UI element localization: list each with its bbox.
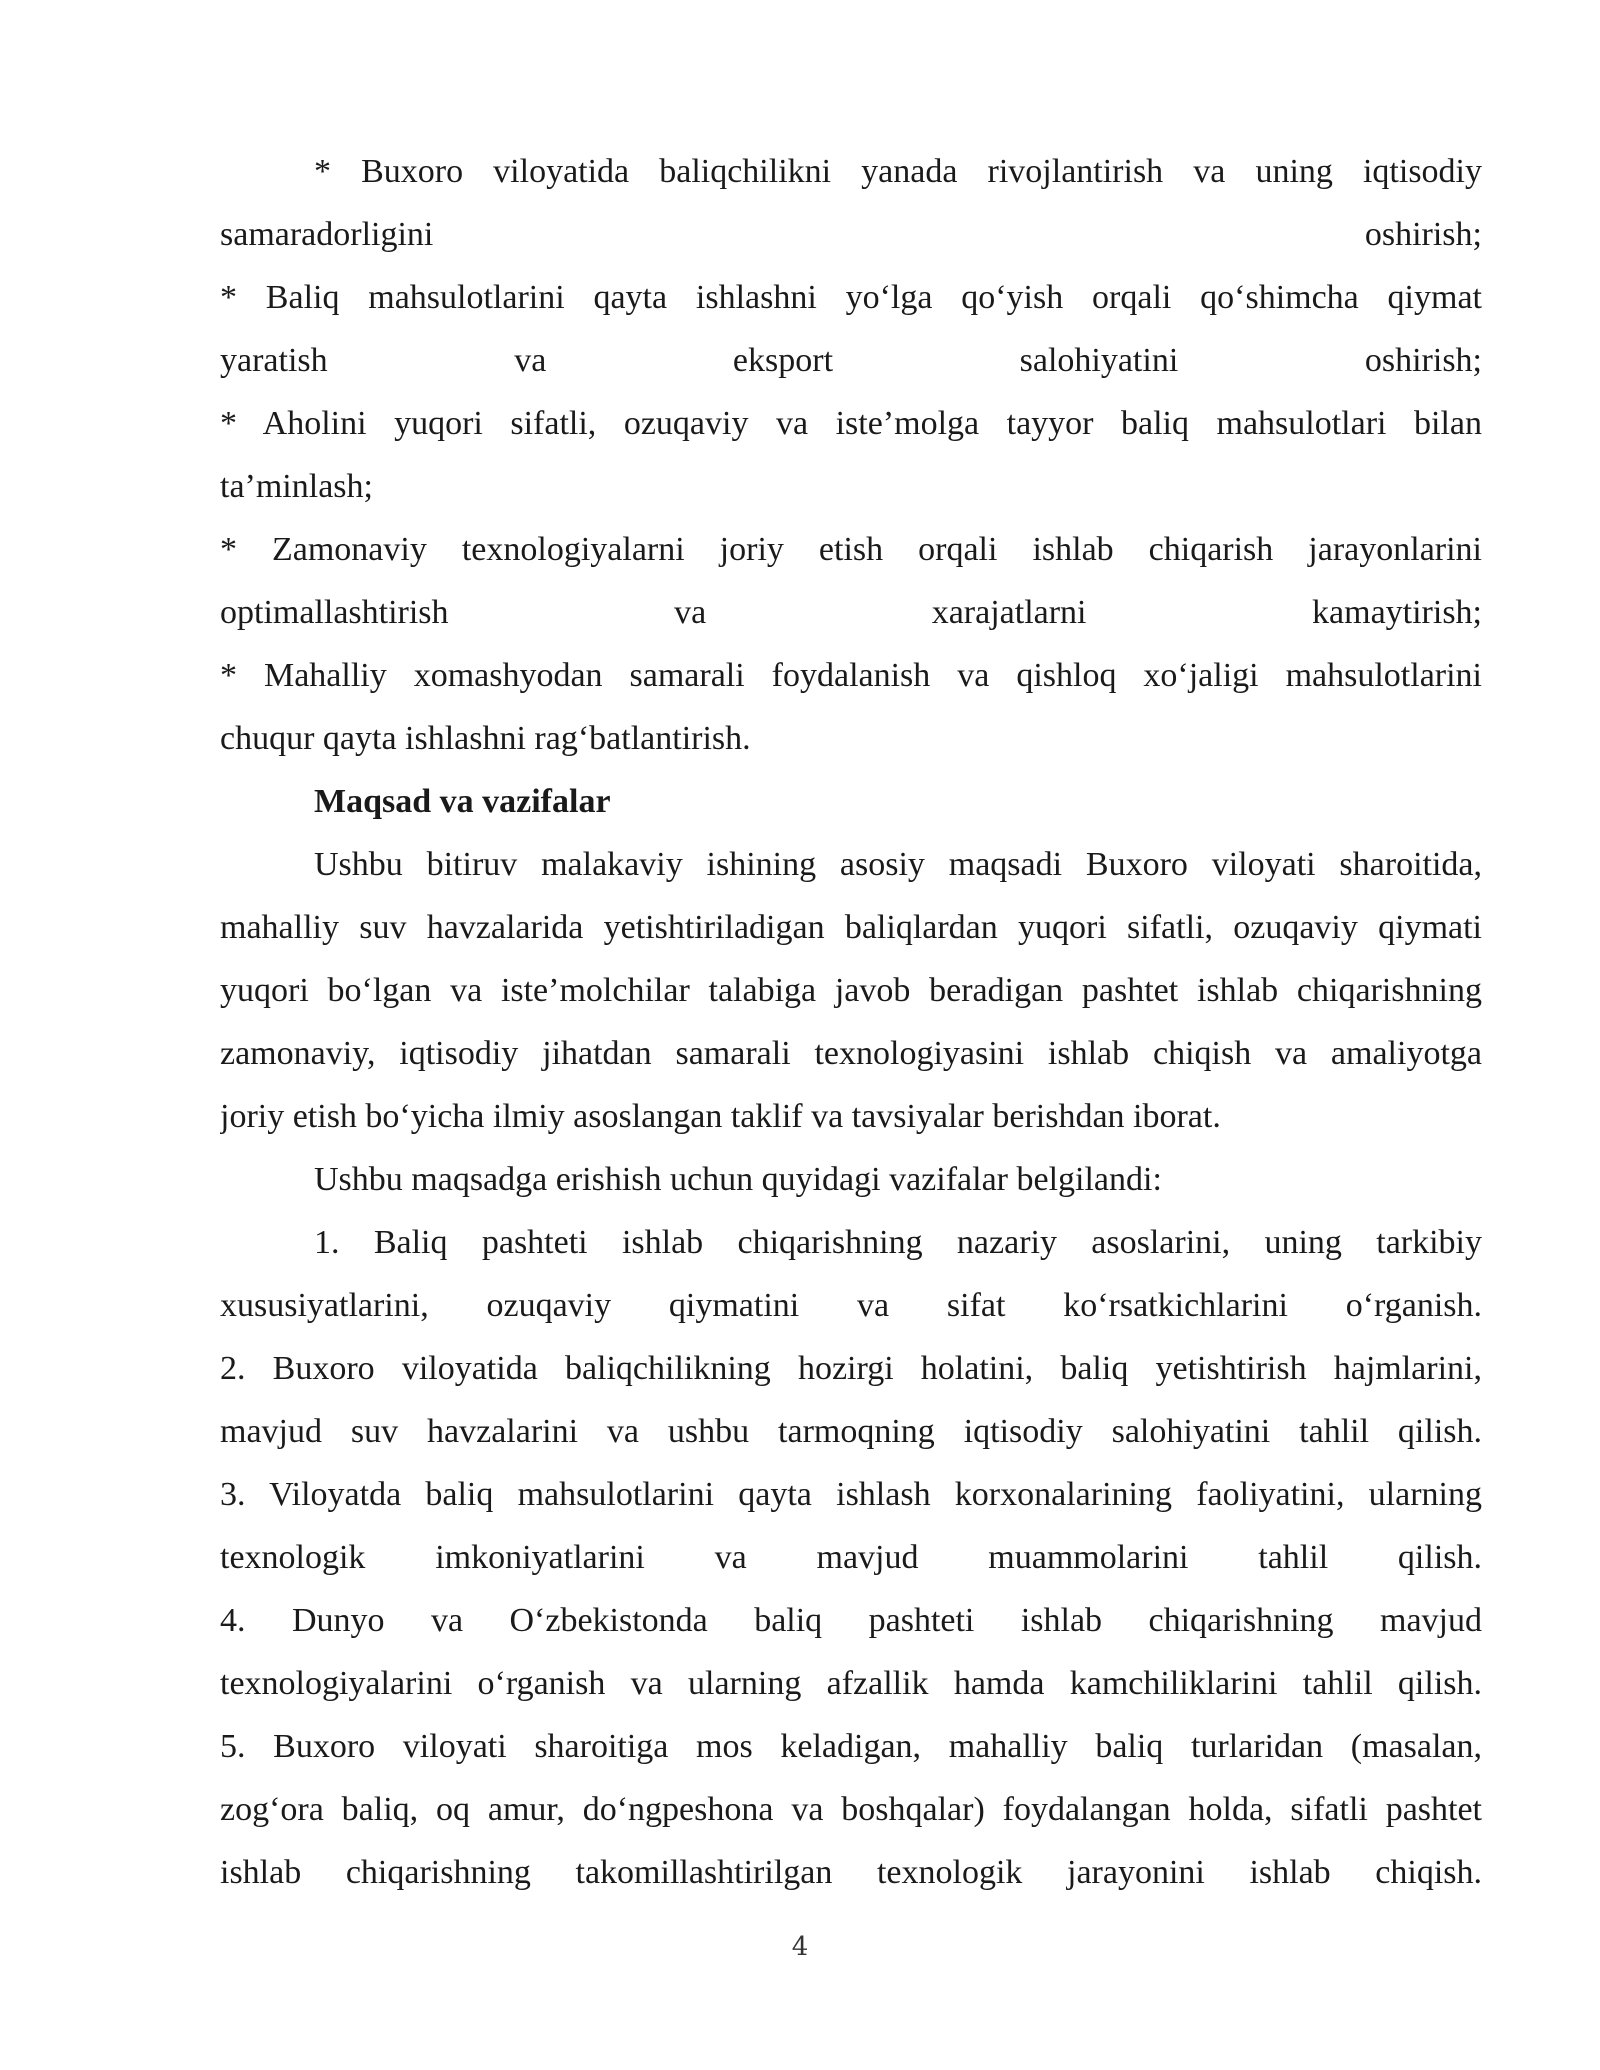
text-line: 3. Viloyatda baliq mahsulotlarini qayta ishlash korxonalarining faoliyatini, ularning [220, 1476, 1482, 1513]
text-line: * Mahalliy xomashyodan samarali foydalanish va qishloq xo‘jaligi mahsulotlarini [220, 657, 1482, 694]
text-line: texnologiyalarini o‘rganish va ularning afzallik hamda kamchiliklarini tahlil qilish. [220, 1665, 1482, 1702]
text-line: chuqur qayta ishlashni rag‘batlantirish. [220, 720, 751, 757]
text-line: yaratish va eksport salohiyatini oshirish; [220, 342, 1482, 379]
text-line: samaradorligini oshirish; [220, 216, 1482, 253]
text-line: mahalliy suv havzalarida yetishtiriladigan baliqlardan yuqori sifatli, ozuqaviy qiymati [220, 909, 1482, 946]
section-heading: Maqsad va vazifalar [314, 783, 611, 820]
text-line: xususiyatlarini, ozuqaviy qiymatini va sifat ko‘rsatkichlarini o‘rganish. [220, 1287, 1482, 1324]
page-number: 4 [791, 1932, 809, 1962]
text-line: zamonaviy, iqtisodiy jihatdan samarali texnologiyasini ishlab chiqish va amaliyotga [220, 1035, 1482, 1072]
text-line: 4. Dunyo va O‘zbekistonda baliq pashteti ishlab chiqarishning mavjud [220, 1602, 1482, 1639]
text-line: mavjud suv havzalarini va ushbu tarmoqning iqtisodiy salohiyatini tahlil qilish. [220, 1413, 1482, 1450]
text-line: texnologik imkoniyatlarini va mavjud muammolarini tahlil qilish. [220, 1539, 1482, 1576]
text-line: 2. Buxoro viloyatida baliqchilikning hozirgi holatini, baliq yetishtirish hajmlarini, [220, 1350, 1482, 1387]
text-line: ishlab chiqarishning takomillashtirilgan texnologik jarayonini ishlab chiqish. [220, 1854, 1482, 1891]
text-line: 5. Buxoro viloyati sharoitiga mos keladigan, mahalliy baliq turlaridan (masalan, [220, 1728, 1482, 1765]
text-line: yuqori bo‘lgan va iste’molchilar talabiga javob beradigan pashtet ishlab chiqarishning [220, 972, 1482, 1009]
text-line: ta’minlash; [220, 468, 373, 505]
text-line: joriy etish bo‘yicha ilmiy asoslangan taklif va tavsiyalar berishdan iborat. [220, 1098, 1221, 1135]
text-line: * Zamonaviy texnologiyalarni joriy etish orqali ishlab chiqarish jarayonlarini [220, 531, 1482, 568]
text-line: Ushbu bitiruv malakaviy ishining asosiy maqsadi Buxoro viloyati sharoitida, [314, 846, 1482, 883]
document-body [220, 140, 1482, 1904]
text-line: Ushbu maqsadga erishish uchun quyidagi vazifalar belgilandi: [314, 1161, 1162, 1198]
text-line: 1. Baliq pashteti ishlab chiqarishning nazariy asoslarini, uning tarkibiy [314, 1224, 1482, 1261]
text-line: * Buxoro viloyatida baliqchilikni yanada rivojlantirish va uning iqtisodiy [314, 153, 1482, 190]
text-line: * Baliq mahsulotlarini qayta ishlashni yo‘lga qo‘yish orqali qo‘shimcha qiymat [220, 279, 1482, 316]
text-line: zog‘ora baliq, oq amur, do‘ngpeshona va boshqalar) foydalangan holda, sifatli pashtet [220, 1791, 1482, 1828]
text-line: optimallashtirish va xarajatlarni kamaytirish; [220, 594, 1482, 631]
text-line: * Aholini yuqori sifatli, ozuqaviy va iste’molga tayyor baliq mahsulotlari bilan [220, 405, 1482, 442]
